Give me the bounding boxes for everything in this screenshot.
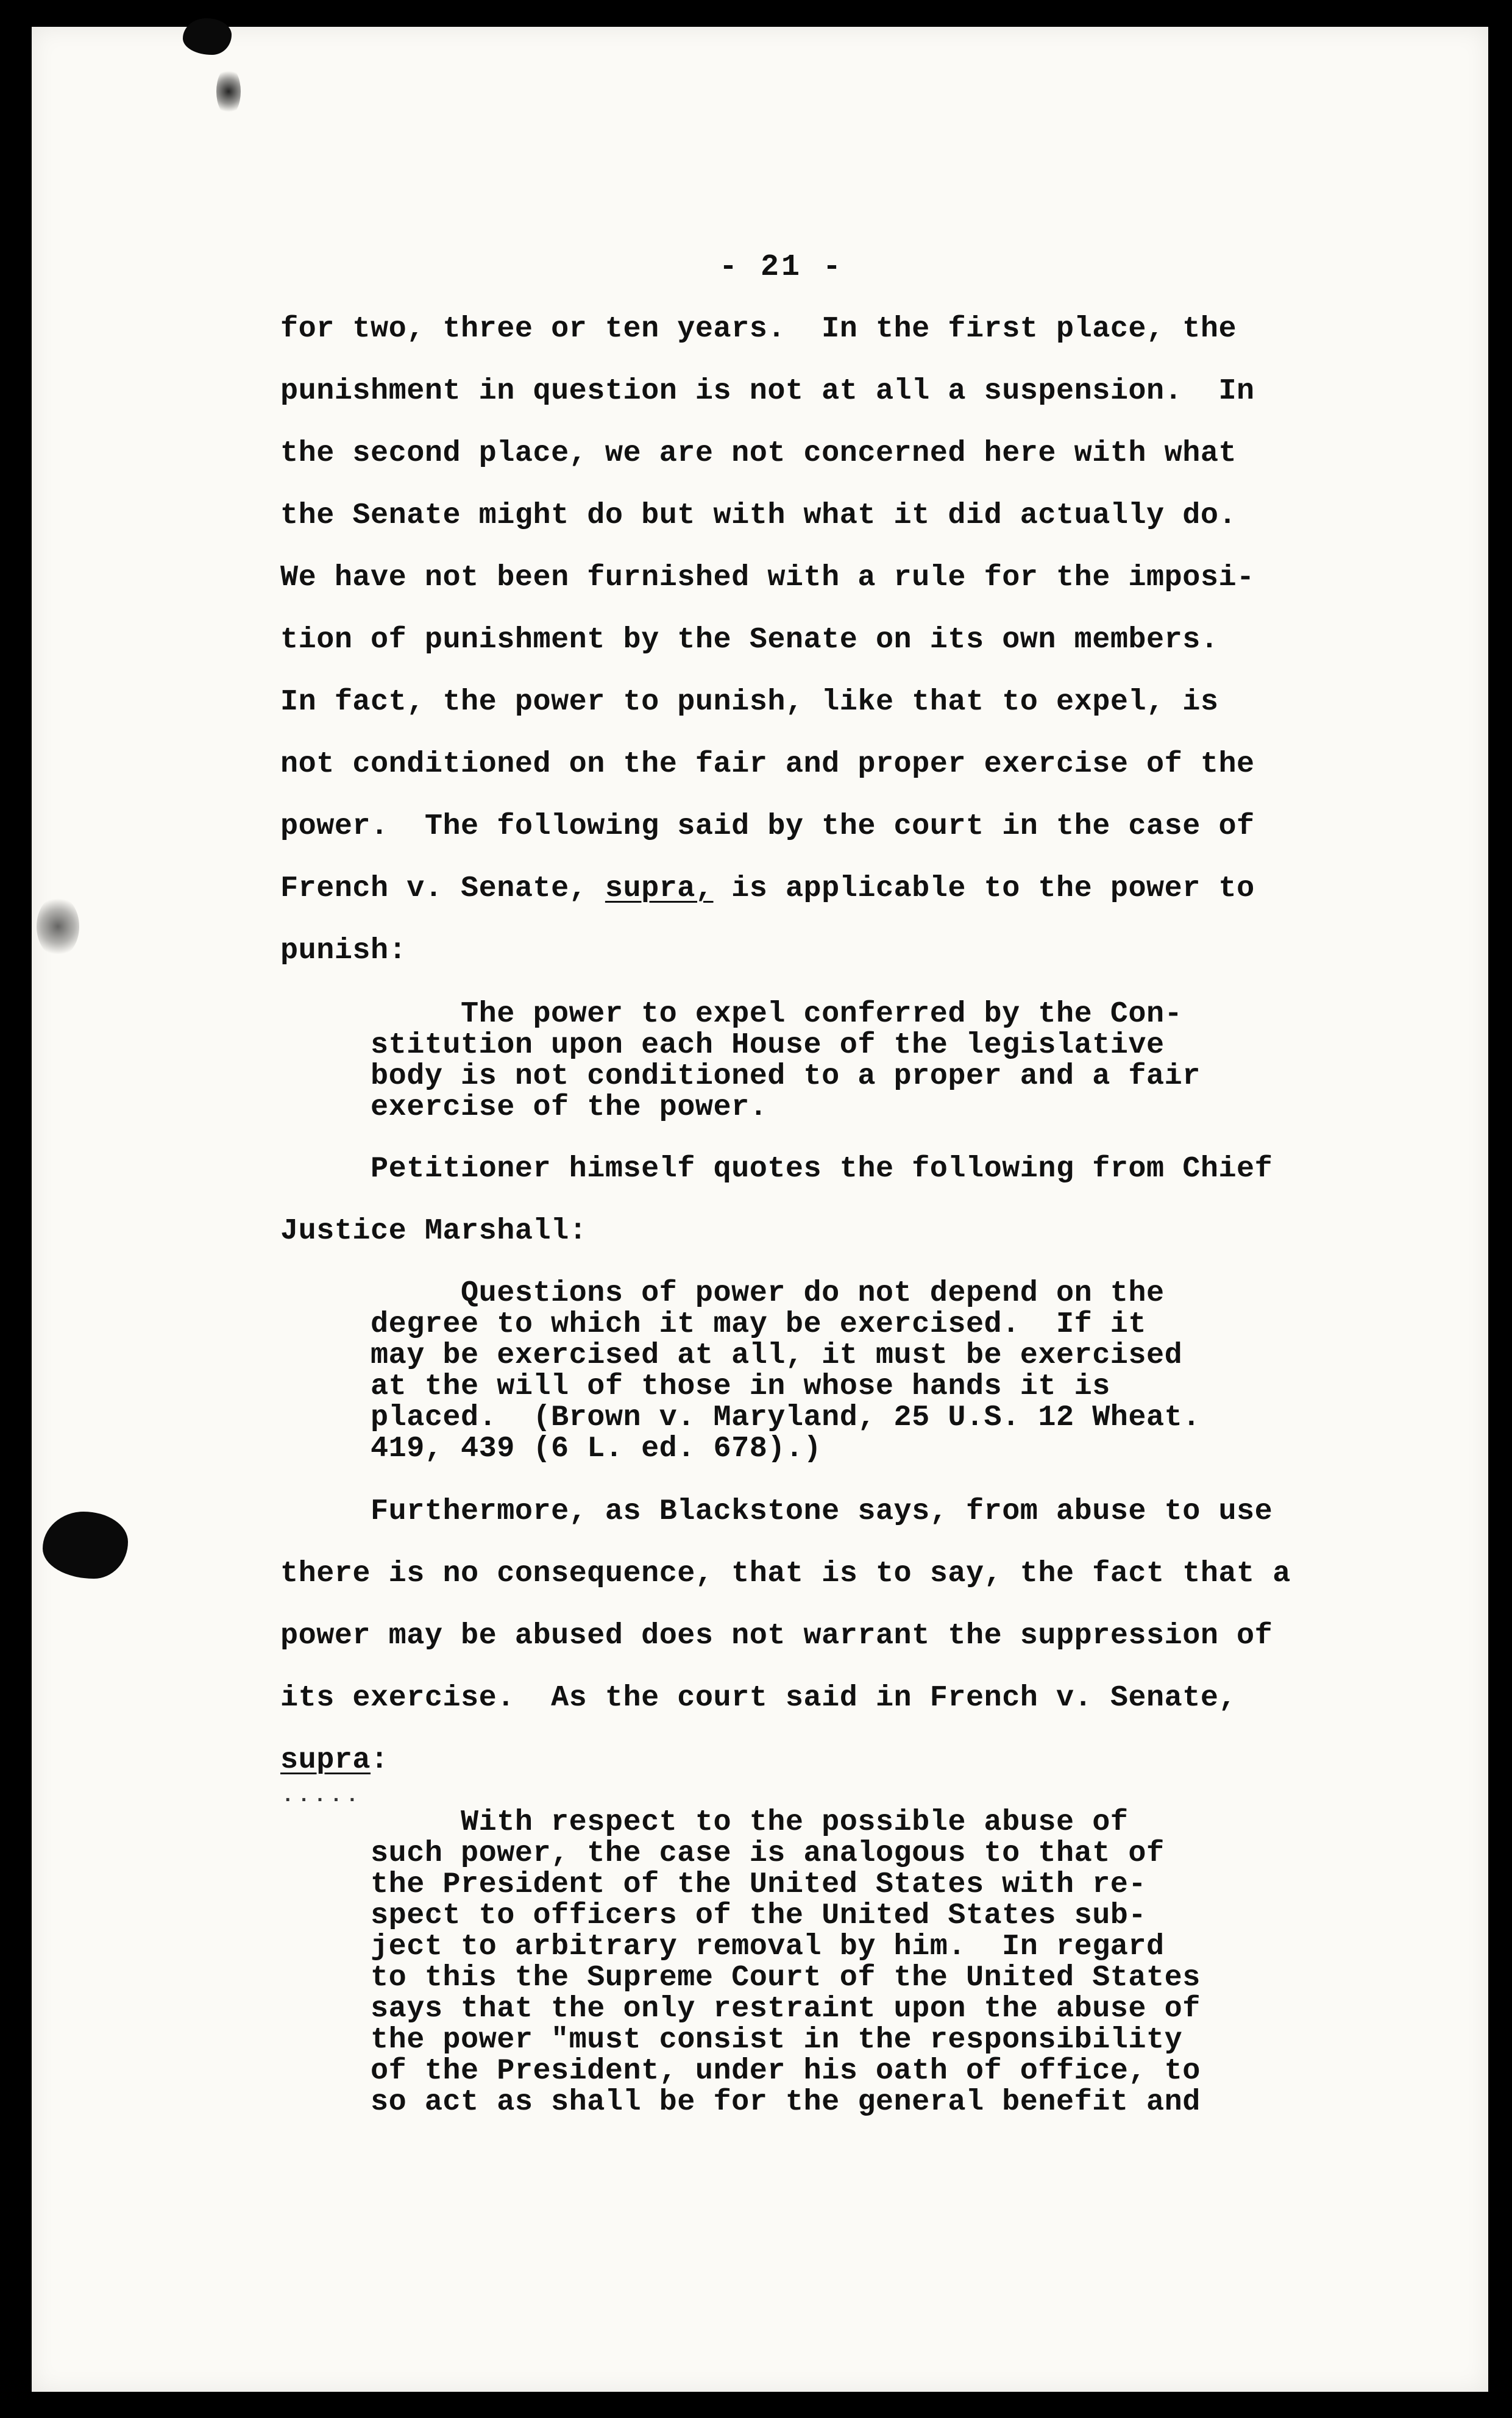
ink-blot-left-margin (43, 1512, 128, 1579)
colon: : (371, 1743, 389, 1777)
block-quote-line: stitution upon each House of the legislative (371, 1028, 1165, 1062)
block-quote-line: The power to expel conferred by the Con- (371, 997, 1183, 1031)
block-quote-line: so act as shall be for the general benefit and (371, 2085, 1201, 2119)
block-quote-line: ject to arbitrary removal by him. In regard (371, 1930, 1165, 1963)
body-line: its exercise. As the court said in French v. Senate, (280, 1681, 1237, 1715)
body-line: punishment in question is not at all a suspension. In (280, 374, 1255, 408)
citation-supra: supra, (605, 872, 714, 905)
body-line: Petitioner himself quotes the following from Chief (280, 1152, 1273, 1186)
body-line: power. The following said by the court in the case of (280, 809, 1255, 843)
block-quote-line: says that the only restraint upon the abuse of (371, 1992, 1201, 2025)
block-quote-line: such power, the case is analogous to that of (371, 1837, 1165, 1870)
block-quote-line: exercise of the power. (371, 1090, 768, 1124)
block-quote-line: spect to officers of the United States sub- (371, 1899, 1147, 1932)
block-quote-line: at the will of those in whose hands it is (371, 1370, 1110, 1403)
body-line: Furthermore, as Blackstone says, from abuse to use (280, 1495, 1273, 1528)
block-quote-line: degree to which it may be exercised. If it (371, 1307, 1147, 1341)
block-quote-line: of the President, under his oath of office, to (371, 2054, 1201, 2088)
body-line: We have not been furnished with a rule for the imposi- (280, 561, 1255, 594)
block-quote-line: to this the Supreme Court of the United States (371, 1961, 1201, 1994)
body-line-supra (280, 1743, 389, 1777)
page-number: - 21 - (719, 250, 844, 285)
body-line: there is no consequence, that is to say, the fact that a (280, 1557, 1291, 1590)
body-line: punish: (280, 934, 407, 967)
body-line: power may be abused does not warrant the suppression of (280, 1619, 1273, 1652)
dotted-mark: ..... (282, 1785, 363, 1808)
citation-text-end: is applicable to the power to (713, 872, 1255, 905)
body-line: the second place, we are not concerned here with what (280, 436, 1237, 470)
citation-supra: supra (280, 1743, 371, 1777)
ink-smudge-top-left (216, 67, 241, 116)
block-quote-line: 419, 439 (6 L. ed. 678).) (371, 1432, 822, 1465)
block-quote-line: the power "must consist in the responsibility (371, 2023, 1183, 2057)
block-quote-line: may be exercised at all, it must be exercised (371, 1339, 1183, 1372)
body-line: Justice Marshall: (280, 1214, 587, 1248)
body-line: for two, three or ten years. In the first place, the (280, 312, 1237, 346)
block-quote-line: With respect to the possible abuse of (371, 1805, 1129, 1839)
block-quote-line: body is not conditioned to a proper and a fair (371, 1059, 1201, 1093)
body-line: not conditioned on the fair and proper exercise of the (280, 747, 1255, 781)
body-line: In fact, the power to punish, like that to expel, is (280, 685, 1219, 719)
block-quote-line: the President of the United States with re- (371, 1868, 1147, 1901)
ink-smudge-left-margin (37, 896, 79, 957)
ink-blot-top-left (183, 18, 232, 55)
block-quote-line: placed. (Brown v. Maryland, 25 U.S. 12 Wheat. (371, 1401, 1201, 1434)
block-quote-line: Questions of power do not depend on the (371, 1276, 1165, 1310)
citation-text: French v. Senate, (280, 872, 605, 905)
body-line: the Senate might do but with what it did actually do. (280, 499, 1237, 532)
body-line: tion of punishment by the Senate on its own members. (280, 623, 1219, 656)
body-line-citation (280, 872, 1255, 905)
